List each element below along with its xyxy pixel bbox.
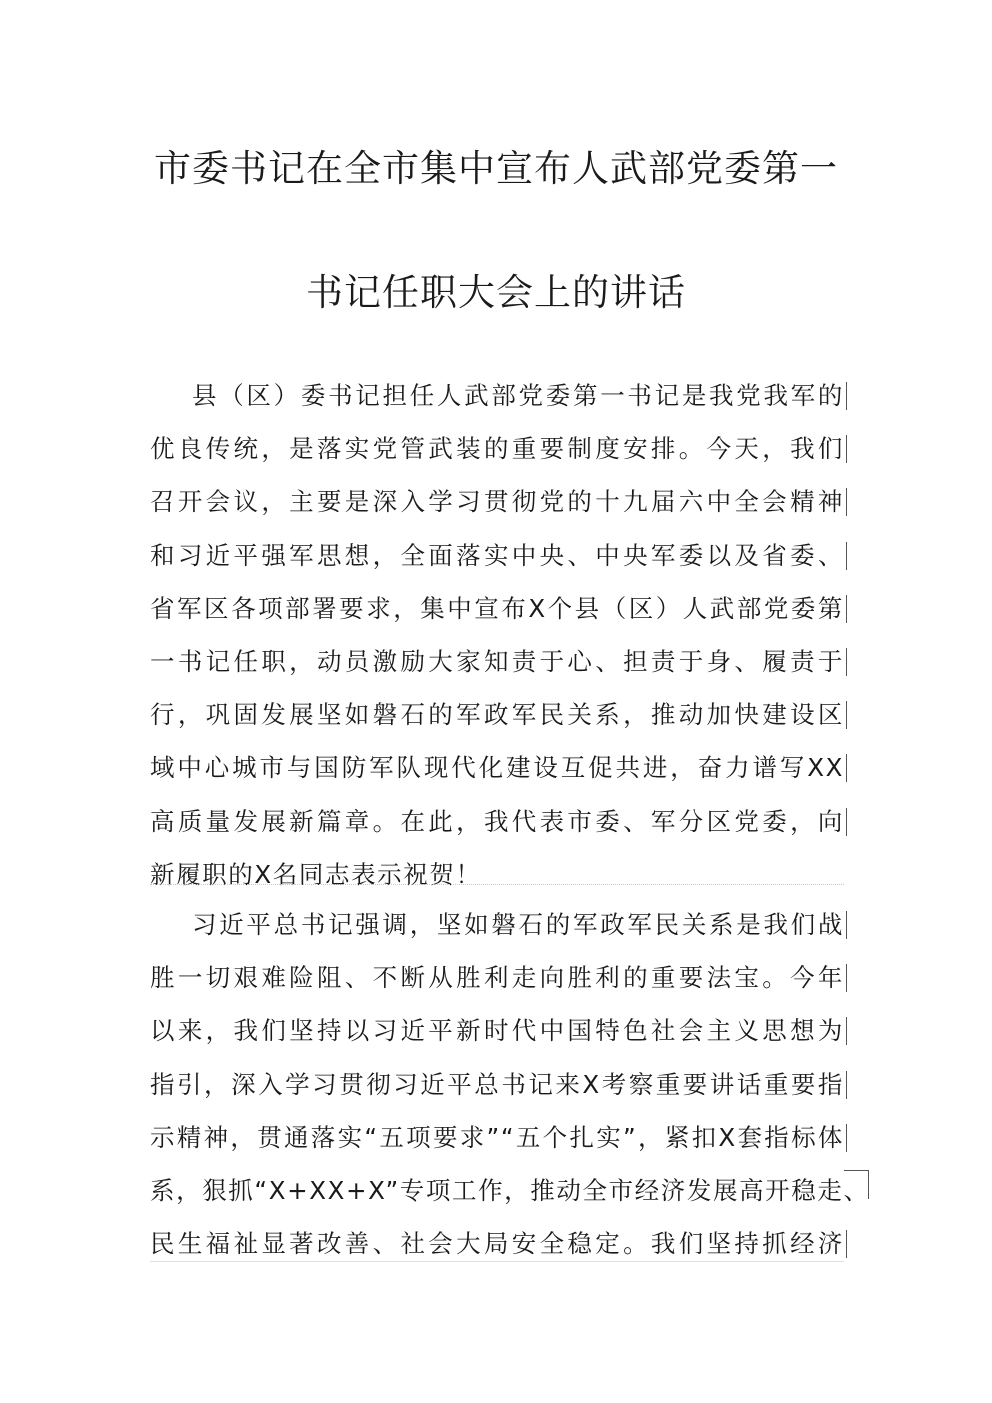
line-text: 示精神，贯通落实“五项要求”“五个扎实”，紧扣X套指标体 xyxy=(150,1122,844,1152)
line-text: 以来，我们坚持以习近平新时代中国特色社会主义思想为 xyxy=(150,1016,844,1046)
line-text: 优良传统，是落实党管武装的重要制度安排。今天，我们 xyxy=(150,434,844,464)
text-boundary-mark xyxy=(846,701,847,729)
line-text: 民生福祉显著改善、社会大局安全稳定。我们坚持抓经济 xyxy=(150,1229,844,1259)
paragraph-line xyxy=(150,479,844,532)
line-text: 系，狠抓“X+XX+X”专项工作，推动全市经济发展高开稳走、 xyxy=(150,1175,870,1205)
text-boundary-mark xyxy=(846,648,847,676)
line-text: 行，巩固发展坚如磐石的军政军民关系，推动加快建设区 xyxy=(150,700,844,730)
line-text: 召开会议，主要是深入学习贯彻党的十九届六中全会精神 xyxy=(150,487,844,517)
text-boundary-mark xyxy=(846,1124,847,1152)
text-boundary-mark xyxy=(846,911,847,939)
line-text: 一书记任职，动员激励大家知责于心、担责于身、履责于 xyxy=(150,646,844,676)
paragraph-line xyxy=(150,373,844,426)
paragraph-line xyxy=(150,639,844,692)
line-text: 习近平总书记强调，坚如磐石的军政军民关系是我们战 xyxy=(192,910,844,939)
paragraph-line xyxy=(150,955,844,1008)
paragraph-line xyxy=(150,799,844,852)
paragraph-line xyxy=(150,586,844,639)
text-boundary-mark xyxy=(846,1230,847,1258)
text-boundary-mark xyxy=(846,754,847,782)
paragraph-line xyxy=(150,426,844,479)
page-bottom-boundary xyxy=(150,1261,844,1262)
margin-corner-mark xyxy=(844,1170,869,1199)
line-text: 指引，深入学习贯彻习近平总书记来X考察重要讲话重要指 xyxy=(150,1069,844,1099)
line-text: 胜一切艰难险阻、不断从胜利走向胜利的重要法宝。今年 xyxy=(150,963,844,993)
line-text: 高质量发展新篇章。在此，我代表市委、军分区党委，向 xyxy=(150,806,844,836)
paragraph-line xyxy=(150,692,844,745)
text-boundary-mark xyxy=(846,435,847,463)
paragraph-1 xyxy=(150,373,844,905)
line-text: 省军区各项部署要求，集中宣布X个县（区）人武部党委第 xyxy=(150,593,844,623)
text-boundary-mark xyxy=(846,1071,847,1099)
text-boundary-mark xyxy=(846,542,847,570)
line-text: 域中心城市与国防军队现代化建设互促共进，奋力谱写XX xyxy=(150,753,844,783)
paragraph-2 xyxy=(150,902,870,1274)
document-title-line-2: 书记任职大会上的讲话 xyxy=(306,271,686,314)
line-text: 和习近平强军思想，全面落实中央、中央军委以及省委、 xyxy=(150,540,844,570)
paragraph-line xyxy=(150,1115,844,1168)
text-boundary-mark xyxy=(846,382,847,410)
paragraph-boundary xyxy=(150,884,844,885)
line-text: 县（区）委书记担任人武部党委第一书记是我党我军的 xyxy=(192,381,844,410)
paragraph-line xyxy=(150,533,844,586)
text-boundary-mark xyxy=(846,1017,847,1045)
paragraph-line xyxy=(150,745,844,798)
paragraph-line xyxy=(150,1008,844,1061)
document-title-line-1: 市委书记在全市集中宣布人武部党委第一 xyxy=(154,147,838,190)
text-boundary-mark xyxy=(846,488,847,516)
text-boundary-mark xyxy=(846,595,847,623)
text-boundary-mark xyxy=(846,964,847,992)
paragraph-line xyxy=(150,1168,870,1221)
paragraph-line xyxy=(150,1062,844,1115)
paragraph-line xyxy=(150,852,844,905)
line-text: 新履职的X名同志表示祝贺！ xyxy=(150,859,482,889)
paragraph-line xyxy=(150,902,844,955)
text-boundary-mark xyxy=(846,808,847,836)
paragraph-line xyxy=(150,1221,844,1274)
